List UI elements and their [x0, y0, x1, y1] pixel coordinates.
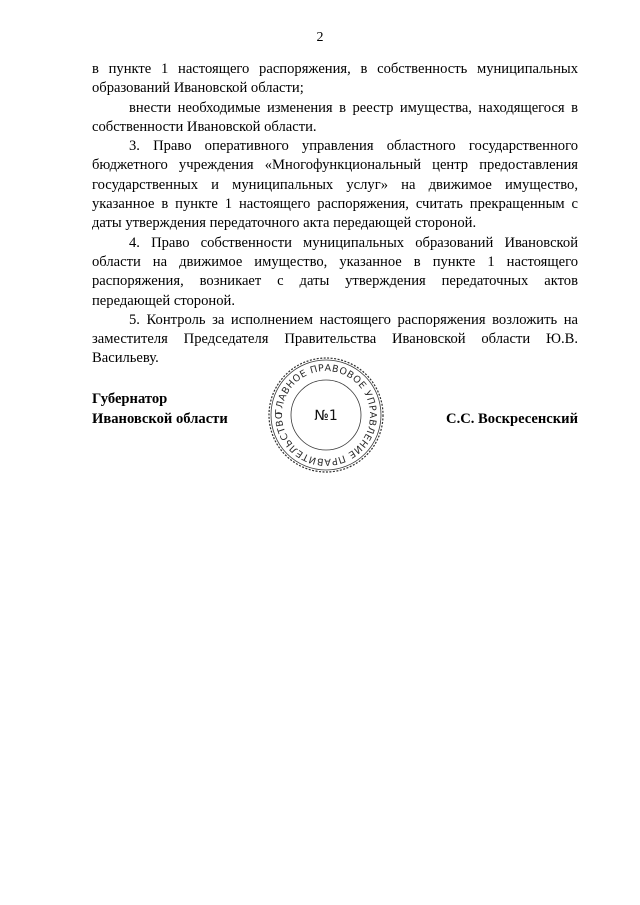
signatory-title-line1: Губернатор [92, 391, 168, 407]
seal-graphic [266, 355, 386, 475]
paragraph-continuation: в пункте 1 настоящего распоряжения, в собственность муниципальных образований Ивановской области; [92, 61, 578, 97]
paragraph-registry: внести необходимые изменения в реестр имущества, находящегося в собственности Ивановской области. [92, 99, 578, 135]
paragraph-item-4: 4. Право собственности муниципальных образований Ивановской области на движимое имущество, указанное в пункте 1 настоящего распоряжения, возникает с даты утверждения передаточных актов передающей стороной. [92, 234, 578, 309]
paragraph-item-5: 5. Контроль за исполнением настоящего распоряжения возложить на заместителя Председателя Правительства Ивановской области Ю.В. Васильеву. [92, 311, 578, 367]
signatory-title [92, 390, 228, 429]
official-seal [266, 355, 386, 475]
signatory-title-line2: Ивановской области [92, 410, 228, 427]
document-body [92, 60, 578, 369]
seal-number: №1 [314, 408, 338, 424]
page-number: 2 [316, 30, 324, 45]
paragraph-item-3: 3. Право оперативного управления областного государственного бюджетного учреждения «Многофункциональный центр предоставления государственных и муниципальных услуг» на движимое имущество, указанное в пункте 1 настоящего распоряжения, считать прекращенным с даты утверждения передаточного акта передающей стороной. [92, 138, 578, 232]
seal-ring-text: ГЛАВНОЕ ПРАВОВОЕ УПРАВЛЕНИЕ ПРАВИТЕЛЬСТВО [273, 362, 379, 468]
signatory-name: С.С. Воскресенский [446, 411, 578, 427]
